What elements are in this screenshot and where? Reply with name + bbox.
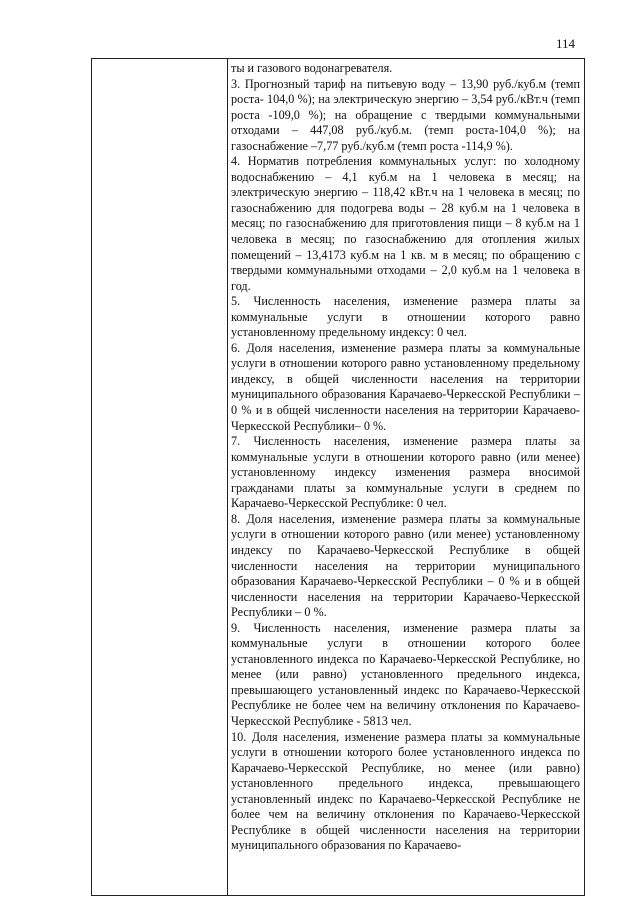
- column-divider: [227, 59, 228, 895]
- document-table: [91, 58, 585, 896]
- paragraph-4-norms: 4. Норматив потребления коммунальных услуг: по холодному водоснабжению – 4,1 куб.м на 1 человека в месяц; на электрическую энергию – 118,42 кВт.ч на 1 человека в месяц; по газоснабжению для подогрева воды – 28 куб.м на 1 человека в месяц; по газоснабжению для приготовления пищи – 8 куб.м на 1 человека в месяц; по газоснабжению для отопления жилых помещений – 13,4173 куб.м на 1 кв. м в месяц; по обращению с твердыми коммунальными отходами – 2,0 куб.м на 1 человека в год.: [231, 154, 580, 293]
- table-cell-content: [231, 61, 580, 854]
- paragraph-10: 10. Доля населения, изменение размера платы за коммунальные услуги в отношении которого более установленного индекса по Карачаево-Черкесской Республике, но менее (или равно) установленного предельного индекса, превышающего установленный индекс по Карачаево-Черкесской Республике не более чем на величину отклонения по Карачаево-Черкесской Республике в общей численности населения на территории муниципального образования по Карачаево-: [231, 729, 580, 853]
- paragraph-5: 5. Численность населения, изменение размера платы за коммунальные услуги в отношении которого равно установленному предельному индексу: 0 чел.: [231, 294, 580, 340]
- paragraph-3-tariffs: 3. Прогнозный тариф на питьевую воду – 13,90 руб./куб.м (темп роста- 104,0 %); на электрическую энергию – 3,54 руб./кВт.ч (темп роста -109,0 %); на обращение с твердыми коммунальными отходами – 447,08 руб./куб.м. (темп роста-104,0 %); на газоснабжение –7,77 руб./куб.м (темп роста -114,9 %).: [231, 76, 580, 153]
- paragraph-6: 6. Доля населения, изменение размера платы за коммунальные услуги в отношении которого равно установленному предельному индексу, в общей численности населения на территории муниципального образования Карачаево-Черкесской Республики – 0 % и в общей численности населения на территории Карачаево-Черкесской Республики– 0 %.: [231, 340, 580, 433]
- page-number: 114: [556, 36, 576, 51]
- paragraph-continuation: ты и газового водонагревателя.: [231, 61, 393, 75]
- paragraph-8: 8. Доля населения, изменение размера платы за коммунальные услуги в отношении которого равно (или менее) установленному индексу по Карачаево-Черкесской Республике в общей численности населения на территории муниципального образования Карачаево-Черкесской Республики – 0 % и в общей численности населения на территории Карачаево-Черкесской Республики – 0 %.: [231, 511, 580, 620]
- paragraph-9: 9. Численность населения, изменение размера платы за коммунальные услуги в отношении которого более установленного индекса по Карачаево-Черкесской Республике, но менее (или равно) установленного предельного индекса, превышающего установленный индекс по Карачаево-Черкесской Республике не более чем на величину отклонения по Карачаево-Черкесской Республике - 5813 чел.: [231, 620, 580, 728]
- paragraph-7: 7. Численность населения, изменение размера платы за коммунальные услуги в отношении которого равно (или менее) установленному индексу изменения размера вносимой гражданами платы за коммунальные услуги в среднем по Карачаево-Черкесской Республике: 0 чел.: [231, 434, 580, 511]
